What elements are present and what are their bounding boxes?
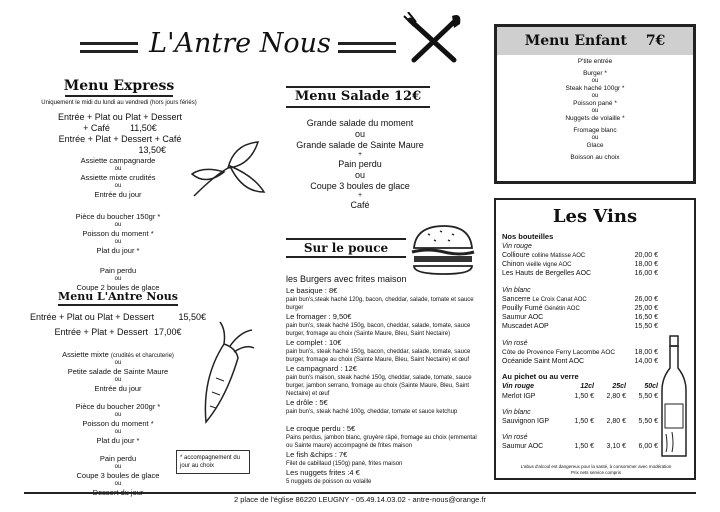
menu-express-title: Menu Express: [63, 78, 175, 94]
wine-row: Côte de Provence Ferry Lacombe AOC 18,00 €: [502, 349, 658, 356]
restaurant-title: L'Antre Nous: [149, 28, 331, 59]
vins-warning: L'abus d'alcool est dangereux pour la santé, à consommer avec modération Prix nets service compris: [520, 464, 672, 475]
wine-row: Océanide Saint Mont AOC 14,00 €: [502, 358, 658, 365]
menu-express-subtitle: Uniquement le midi du lundi au vendredi (hors jours fériés): [41, 100, 197, 106]
burger-icon: [408, 222, 478, 278]
salade-items: Grande salade du moment ou Grande salade de Sainte Maure + Pain perdu ou Coupe 3 boules de glace + Café: [296, 118, 424, 210]
antre-footnote-box: * accompagnement du jour au choix: [176, 450, 250, 474]
header-rule-right-bottom: [338, 50, 396, 53]
header-rule-right-top: [338, 42, 396, 45]
menu-antre-title: Menu L'Antre Nous: [58, 290, 178, 303]
wine-row: Muscadet AOP 15,50 €: [502, 323, 658, 330]
wine-row: Saumur AOC 16,50 €: [502, 314, 658, 321]
pichet-row: Saumur AOC 1,50 € 3,10 € 6,00 €: [502, 443, 658, 450]
footer-rule: [24, 492, 696, 494]
express-combo-1-price: 11,50€: [129, 123, 157, 133]
menu-salade-section: [286, 86, 430, 108]
pouce-title-wrap: [286, 238, 406, 258]
menu-express-section: [0, 78, 238, 107]
express-combo-1: Entrée + Plat ou Plat + Dessert + Café 11,50€ Entrée + Plat + Dessert + Café 13,50€: [40, 112, 200, 156]
wine-row: Sancerre Le Croix Canat AOC 26,00 €: [502, 296, 658, 303]
fork-knife-icon: [400, 12, 466, 66]
wine-row: Pouilly Fumé Génétin AOC 25,00 €: [502, 305, 658, 312]
carrot-icon: [180, 318, 256, 428]
wine-bottle-icon: [658, 334, 690, 462]
express-choices: Assiette campagnarde ou Assiette mixte crudités ou Entrée du jour Pièce du boucher 150gr * ou Poisson du moment * ou Plat du jour * Pain perdu ou Coupe 2 boules de glace: [75, 156, 161, 292]
salade-rule-bottom: [286, 106, 430, 108]
menu-antre-section: [30, 290, 206, 306]
pichet-header: Vin rouge 12cl 25cl 50cl: [502, 383, 658, 390]
header-rule-left-top: [80, 42, 138, 45]
wine-row: Chinon vieille vigne AOC 18,00 €: [502, 261, 658, 268]
menu-express-underline: [65, 95, 173, 97]
pichet-row: Merlot IGP 1,50 € 2,80 € 5,50 €: [502, 393, 658, 400]
wine-row: Collioure colline Matisse AOC 20,00 €: [502, 252, 658, 259]
menu-salade-title: Menu Salade 12€: [294, 89, 422, 104]
antre-combos: Entrée + Plat ou Plat + Dessert 15,50€ Entrée + Plat + Dessert 17,00€: [30, 312, 206, 337]
pouce-title: Sur le pouce: [303, 241, 389, 255]
pichet-row: Sauvignon IGP 1,50 € 2,80 € 5,50 €: [502, 418, 658, 425]
menu-antre-underline: [58, 304, 178, 306]
vins-list: Nos bouteilles Vin rouge Collioure colline Matisse AOC 20,00 € Chinon vieille vigne AOC 18,00 € Les Hauts de Bergelles AOC 16,00 € Vin blanc Sancerre Le Croix Canat AOC 26,00 € Pouilly Fumé Génétin AOC 25,00 € Saumur AOC 16,50 € Muscadet AOP 15,50 € Vin rosé Côte de Provence Ferry Lacombe AOC 18,00 € Océanide Saint Mont AOC 14,00 € Au pichet ou au verre Vin rouge 12cl 25cl 50cl Merlot IGP 1,50 € 2,80 € 5,50 € Vin blanc Sauvignon IGP 1,50 € 2,80 € 5,50 € Vin rosé Saumur AOC 1,50 € 3,10 € 6,00 €: [502, 232, 658, 450]
menu-enfant-items: P'tite entrée Burger * ou Steak haché 100gr * ou Poisson pané * ou Nuggets de volaille * Fromage blanc ou Glace Boisson au choix: [565, 58, 625, 161]
antre-choices: Assiette mixte (crudités et charcuterie) ou Petite salade de Sainte Maure ou Entrée du jour Pièce du boucher 200gr * ou Poisson du moment * ou Plat du jour * Pain perdu ou Coupe 3 boules de glace ou: [62, 350, 174, 487]
pouce-items: les Burgers avec frites maison Le basique : 8€ pain bun's,steak haché 120g, bacon, cheddar, salade, tomate et sauce burger Le fromager : 9,50€ pain bun's, steak haché 150g, bacon, cheddar, salade, tomate, sauce burger, fromage au choix (Sainte Maure, Bleu, Saint Nectaire) Le complet : 10€ pain bun's, steak haché 150g, bacon, cheddar, salade, tomate, sauce burger, fromage au choix (Sainte Maure, Bleu, Saint Nectaire) et œuf Le campagnard : 12€ pain bun's maison, steak haché 150g, cheddar, salade, tomate, sauce burger, jambon serrano, fromage au choix (Sainte Maure, Bleu, Saint Nectaire) et œuf Le drôle : 5€ pain bun's, steak haché 100g, cheddar, tomate et sauce ketchup Le croque perdu : 5€ Pains perdus, jambon blanc, gruyère râpé, fromage au choix (emmental ou Sainte maure) accompagné de frites maison Le fish &chips : 7€ Filet de cabillaud (150g) pané, frites maison Les nuggets frites :4 € 5 nuggets de poisson ou volaille: [286, 274, 477, 485]
menu-enfant-price: 7€: [645, 33, 666, 49]
menu-enfant-title: Menu Enfant 7€: [524, 33, 666, 49]
wine-row: Les Hauts de Bergelles AOC 16,00 €: [502, 270, 658, 277]
express-combo-2-price: 13,50€: [138, 145, 166, 155]
footer-address: 2 place de l'église 86220 LEUGNY - 05.49.14.03.02 - antre-nous@orange.fr: [234, 495, 486, 504]
header-rule-left-bottom: [80, 50, 138, 53]
leaf-icon: [184, 136, 268, 206]
vins-title: Les Vins: [552, 206, 638, 227]
